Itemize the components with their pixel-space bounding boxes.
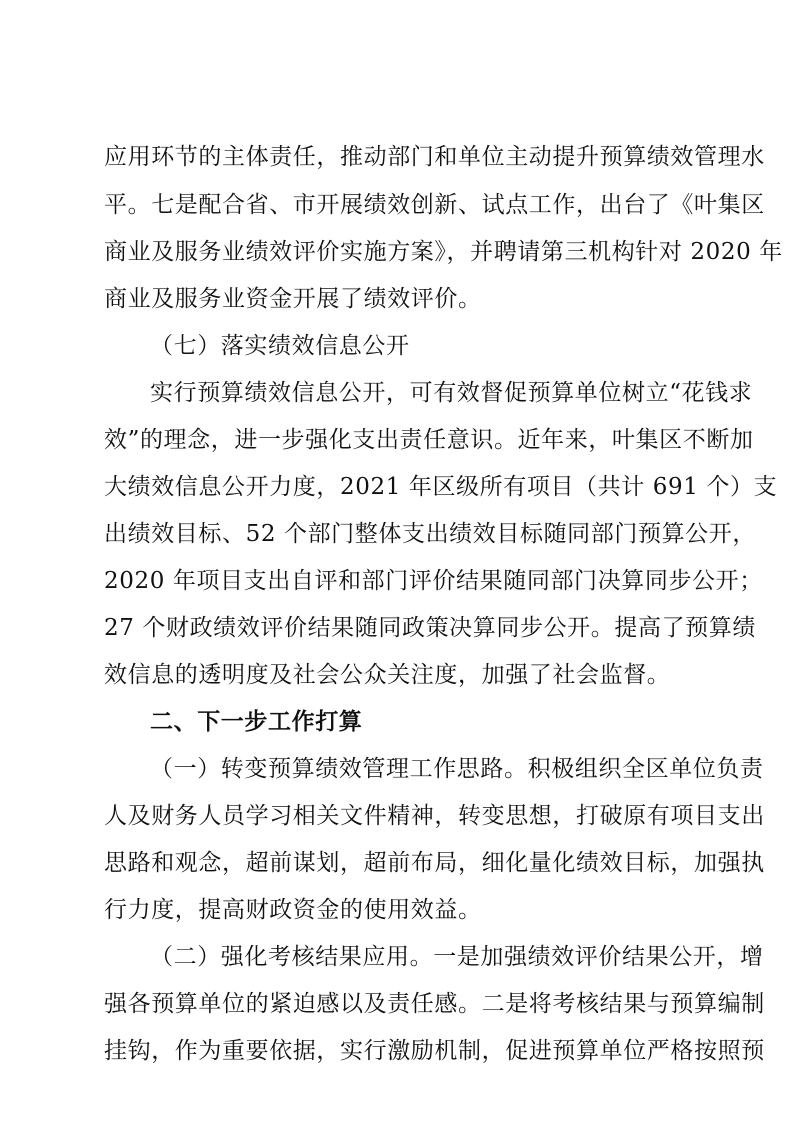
section-heading: （七）落实绩效信息公开 bbox=[150, 333, 410, 359]
body-text-line: 大绩效信息公开力度，2021 年区级所有项目（共计 691 个）支 bbox=[104, 474, 778, 500]
body-text-line: 平。七是配合省、市开展绩效创新、试点工作，出台了《叶集区 bbox=[104, 192, 765, 218]
body-text-line: 思路和观念，超前谋划，超前布局，细化量化绩效目标，加强执 bbox=[104, 850, 765, 876]
body-text-line: 效”的理念，进一步强化支出责任意识。近年来，叶集区不断加 bbox=[104, 427, 754, 453]
body-text-line: 强各预算单位的紧迫感以及责任感。二是将考核结果与预算编制 bbox=[104, 991, 765, 1017]
body-text-line: （一）转变预算绩效管理工作思路。积极组织全区单位负责 bbox=[150, 756, 764, 782]
body-text-line: 行力度，提高财政资金的使用效益。 bbox=[104, 897, 482, 923]
body-text-line: 出绩效目标、52 个部门整体支出绩效目标随同部门预算公开， bbox=[104, 521, 756, 547]
body-text-line: （二）强化考核结果应用。一是加强绩效评价结果公开，增 bbox=[150, 944, 764, 970]
body-text-line: 实行预算绩效信息公开，可有效督促预算单位树立“花钱求 bbox=[150, 380, 753, 406]
body-text-line: 2020 年项目支出自评和部门评价结果随同部门决算同步公开； bbox=[104, 568, 763, 594]
body-text-line: 人及财务人员学习相关文件精神，转变思想，打破原有项目支出 bbox=[104, 803, 765, 829]
body-text-line: 应用环节的主体责任，推动部门和单位主动提升预算绩效管理水 bbox=[104, 144, 765, 170]
body-text-line: 商业及服务业资金开展了绩效评价。 bbox=[104, 286, 482, 312]
body-text-line: 效信息的透明度及社会公众关注度，加强了社会监督。 bbox=[104, 662, 671, 688]
body-text-line: 27 个财政绩效评价结果随同政策决算同步公开。提高了预算绩 bbox=[104, 615, 756, 641]
body-text-line: 商业及服务业绩效评价实施方案》，并聘请第三机构针对 2020 年 bbox=[104, 239, 783, 265]
chapter-heading: 二、下一步工作打算 bbox=[150, 708, 363, 735]
body-text-line: 挂钩，作为重要依据，实行激励机制，促进预算单位严格按照预 bbox=[104, 1038, 765, 1064]
